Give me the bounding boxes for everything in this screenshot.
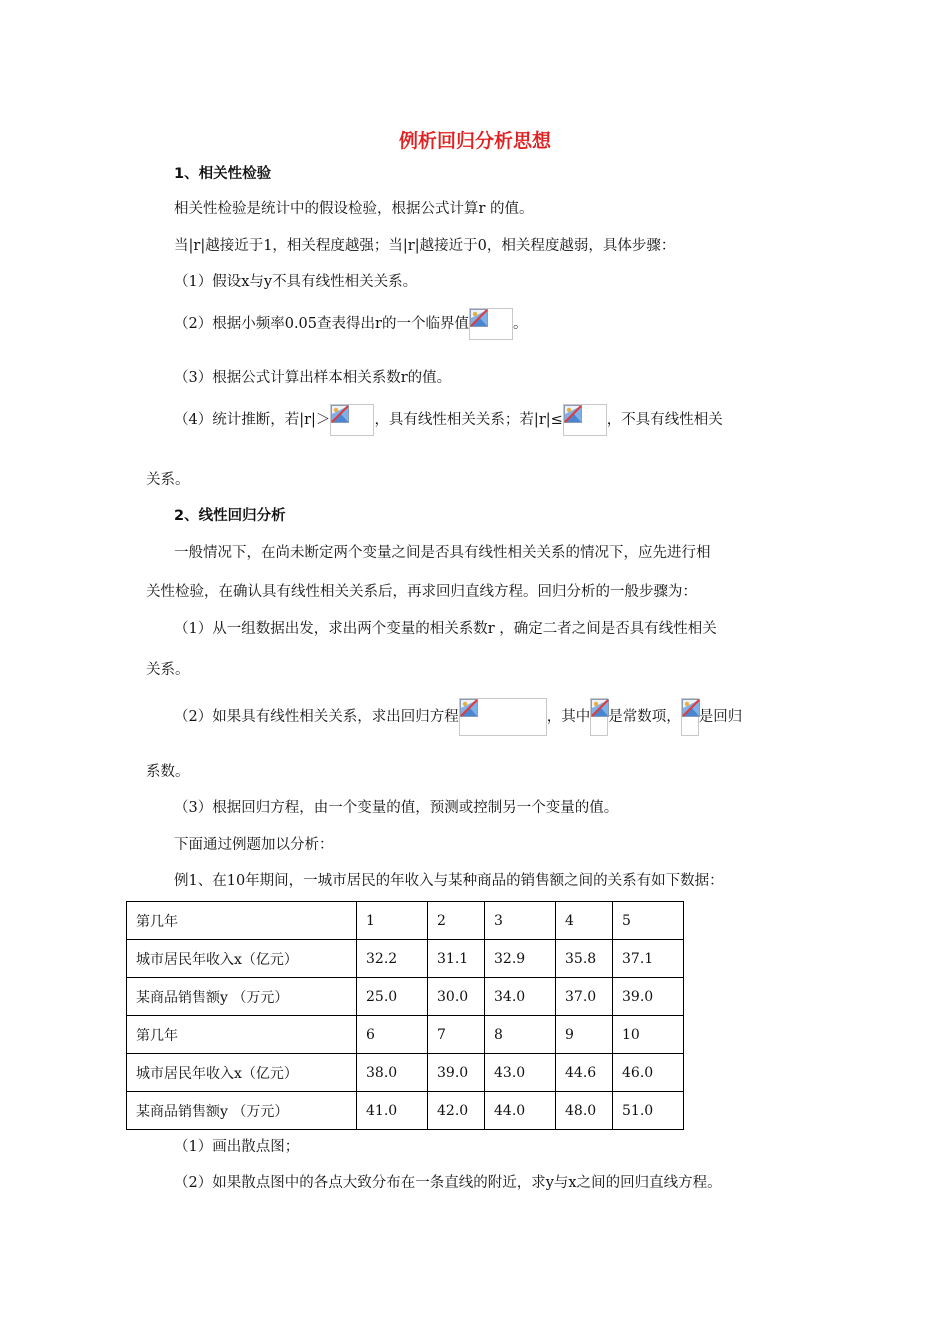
table-cell: 1 xyxy=(357,902,428,940)
table-cell: 43.0 xyxy=(485,1054,556,1092)
table-cell: 第几年 xyxy=(127,1016,357,1054)
example-statement: 例1、在10年期间，一城市居民的年收入与某种商品的销售额之间的关系有如下数据： xyxy=(174,873,724,889)
section1-step4 xyxy=(174,402,723,438)
critical-value-formula-image xyxy=(330,404,374,436)
broken-image-icon xyxy=(682,699,700,717)
step2-end: 。 xyxy=(512,316,528,332)
table-cell: 34.0 xyxy=(485,978,556,1016)
table-cell: 9 xyxy=(556,1016,613,1054)
section1-step3: （3）根据公式计算出样本相关系数r的值。 xyxy=(174,370,452,386)
critical-value-formula-image xyxy=(563,404,607,436)
regression-equation-image xyxy=(459,698,547,736)
data-table xyxy=(126,901,684,1130)
section2-step1-a: （1）从一组数据出发，求出两个变量的相关系数r ，确定二者之间是否具有线性相关 xyxy=(174,621,717,637)
section1-heading: 1、相关性检验 xyxy=(174,166,272,182)
section1-rule: 当|r|越接近于1，相关程度越强；当|r|越接近于0，相关程度越弱，具体步骤： xyxy=(174,238,676,254)
step4-text-b: ，具有线性相关关系；若|r|≤ xyxy=(374,412,563,428)
document-title: 例析回归分析思想 xyxy=(398,130,551,152)
table-cell: 31.1 xyxy=(428,940,485,978)
section2-step2-cont: 系数。 xyxy=(146,764,190,780)
table-cell: 44.0 xyxy=(485,1092,556,1130)
table-cell: 某商品销售额y （万元） xyxy=(127,1092,357,1130)
step4-text-c: ，不具有线性相关 xyxy=(606,412,723,428)
broken-image-icon xyxy=(591,699,609,717)
step2-text-b: ，其中 xyxy=(546,709,591,725)
broken-image-icon xyxy=(331,405,349,423)
table-cell: 39.0 xyxy=(613,978,684,1016)
table-cell: 48.0 xyxy=(556,1092,613,1130)
table-row xyxy=(127,978,684,1016)
table-row xyxy=(127,1016,684,1054)
question-2: （2）如果散点图中的各点大致分布在一条直线的附近，求y与x之间的回归直线方程。 xyxy=(174,1175,722,1191)
table-cell: 30.0 xyxy=(428,978,485,1016)
regression-coefficient-image xyxy=(681,698,699,736)
table-cell: 6 xyxy=(357,1016,428,1054)
table-cell: 城市居民年收入x（亿元） xyxy=(127,940,357,978)
table-cell: 第几年 xyxy=(127,902,357,940)
table-cell: 39.0 xyxy=(428,1054,485,1092)
broken-image-icon xyxy=(460,699,478,717)
table-cell: 44.6 xyxy=(556,1054,613,1092)
table-cell: 城市居民年收入x（亿元） xyxy=(127,1054,357,1092)
table-cell: 42.0 xyxy=(428,1092,485,1130)
section2-lead: 下面通过例题加以分析： xyxy=(174,837,334,853)
section1-step2 xyxy=(174,306,527,342)
table-row xyxy=(127,940,684,978)
step4-text-a: （4）统计推断，若|r|＞ xyxy=(174,412,331,428)
table-row xyxy=(127,1054,684,1092)
table-cell: 3 xyxy=(485,902,556,940)
constant-term-image xyxy=(590,698,608,736)
table-cell: 4 xyxy=(556,902,613,940)
table-cell: 37.1 xyxy=(613,940,684,978)
section1-step4-cont: 关系。 xyxy=(146,472,190,488)
table-row xyxy=(127,902,684,940)
table-cell: 37.0 xyxy=(556,978,613,1016)
table-row xyxy=(127,1092,684,1130)
step2-text-d: 是回归 xyxy=(698,709,743,725)
section2-intro-a: 一般情况下，在尚未断定两个变量之间是否具有线性相关关系的情况下，应先进行相 xyxy=(174,545,711,561)
table-cell: 10 xyxy=(613,1016,684,1054)
table-cell: 8 xyxy=(485,1016,556,1054)
broken-image-icon xyxy=(470,309,488,327)
critical-value-formula-image xyxy=(469,308,513,340)
section2-step1-b: 关系。 xyxy=(146,662,190,678)
table-cell: 46.0 xyxy=(613,1054,684,1092)
table-cell: 32.9 xyxy=(485,940,556,978)
table-cell: 41.0 xyxy=(357,1092,428,1130)
table-cell: 32.2 xyxy=(357,940,428,978)
section1-intro: 相关性检验是统计中的假设检验，根据公式计算r 的值。 xyxy=(174,201,534,217)
table-cell: 51.0 xyxy=(613,1092,684,1130)
table-cell: 某商品销售额y （万元） xyxy=(127,978,357,1016)
table-cell: 38.0 xyxy=(357,1054,428,1092)
section2-step2 xyxy=(174,697,742,737)
table-cell: 25.0 xyxy=(357,978,428,1016)
step2-text-a: （2）如果具有线性相关关系，求出回归方程 xyxy=(174,709,459,725)
section2-intro-b: 关性检验，在确认具有线性相关关系后，再求回归直线方程。回归分析的一般步骤为： xyxy=(146,584,697,600)
table-cell: 35.8 xyxy=(556,940,613,978)
table-cell: 2 xyxy=(428,902,485,940)
broken-image-icon xyxy=(564,405,582,423)
question-1: （1）画出散点图； xyxy=(174,1139,300,1155)
table-cell: 5 xyxy=(613,902,684,940)
step2-text: （2）根据小频率0.05查表得出r的一个临界值 xyxy=(174,316,469,332)
section2-heading: 2、线性回归分析 xyxy=(174,508,286,524)
section1-step1: （1）假设x与y不具有线性相关关系。 xyxy=(174,274,418,290)
step2-text-c: 是常数项， xyxy=(608,709,681,725)
section2-step3: （3）根据回归方程，由一个变量的值，预测或控制另一个变量的值。 xyxy=(174,800,619,816)
table-cell: 7 xyxy=(428,1016,485,1054)
